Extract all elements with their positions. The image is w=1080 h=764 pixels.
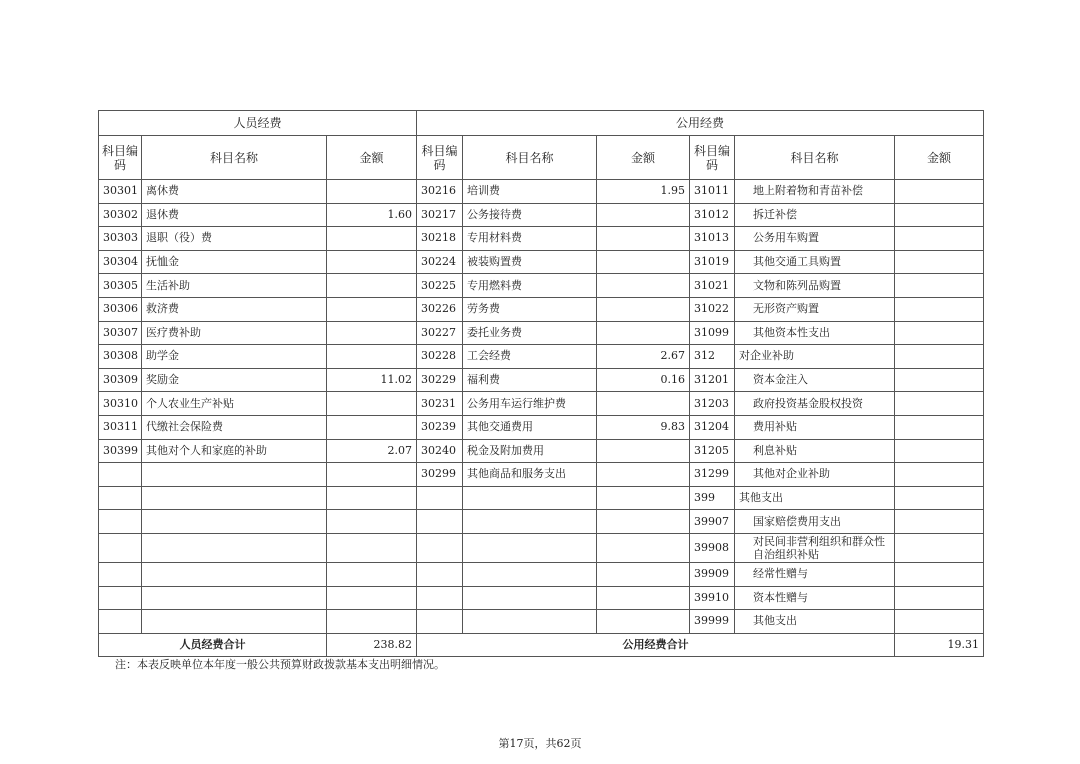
public-total-label: 公用经费合计 bbox=[417, 633, 895, 657]
name-cell bbox=[463, 533, 597, 562]
code-cell bbox=[417, 610, 463, 634]
amount-cell bbox=[895, 274, 984, 298]
name-cell: 专用燃料费 bbox=[463, 274, 597, 298]
table-row bbox=[99, 562, 984, 586]
table-row bbox=[99, 227, 984, 251]
amount-cell bbox=[327, 610, 417, 634]
code-cell: 31204 bbox=[690, 415, 735, 439]
amount-cell bbox=[597, 274, 690, 298]
name-cell: 助学金 bbox=[142, 345, 327, 369]
section-header-row bbox=[99, 111, 984, 136]
amount-cell: 0.16 bbox=[597, 368, 690, 392]
code-cell bbox=[99, 586, 142, 610]
code-cell: 31099 bbox=[690, 321, 735, 345]
table-row bbox=[99, 368, 984, 392]
amount-cell bbox=[895, 486, 984, 510]
code-cell: 31021 bbox=[690, 274, 735, 298]
code-cell bbox=[99, 463, 142, 487]
personnel-total-label: 人员经费合计 bbox=[99, 633, 327, 657]
code-header: 科目编码 bbox=[99, 136, 142, 180]
name-cell: 其他资本性支出 bbox=[735, 321, 895, 345]
name-cell: 医疗费补助 bbox=[142, 321, 327, 345]
table-row bbox=[99, 610, 984, 634]
amount-cell bbox=[327, 562, 417, 586]
amount-cell bbox=[597, 610, 690, 634]
amount-cell: 1.95 bbox=[597, 180, 690, 204]
name-cell bbox=[142, 610, 327, 634]
amount-cell bbox=[895, 463, 984, 487]
amount-cell bbox=[895, 227, 984, 251]
amount-cell bbox=[327, 415, 417, 439]
code-cell: 30310 bbox=[99, 392, 142, 416]
code-cell: 30304 bbox=[99, 250, 142, 274]
table-row bbox=[99, 203, 984, 227]
name-cell: 对民间非营利组织和群众性自治组织补贴 bbox=[735, 533, 895, 562]
amount-cell: 2.07 bbox=[327, 439, 417, 463]
amount-cell bbox=[327, 510, 417, 534]
name-cell bbox=[142, 463, 327, 487]
table-row bbox=[99, 533, 984, 562]
name-cell bbox=[463, 610, 597, 634]
name-cell: 文物和陈列品购置 bbox=[735, 274, 895, 298]
amount-cell bbox=[327, 321, 417, 345]
code-cell: 31011 bbox=[690, 180, 735, 204]
code-cell: 30302 bbox=[99, 203, 142, 227]
table-note: 注：本表反映单位本年度一般公共预算财政拨款基本支出明细情况。 bbox=[115, 658, 445, 671]
code-cell: 30299 bbox=[417, 463, 463, 487]
amount-cell bbox=[597, 510, 690, 534]
amount-cell bbox=[895, 392, 984, 416]
code-cell bbox=[417, 586, 463, 610]
table-row bbox=[99, 392, 984, 416]
table-row bbox=[99, 586, 984, 610]
name-cell: 税金及附加费用 bbox=[463, 439, 597, 463]
code-cell: 30306 bbox=[99, 297, 142, 321]
amount-cell bbox=[895, 321, 984, 345]
name-cell bbox=[463, 562, 597, 586]
amount-cell bbox=[597, 486, 690, 510]
name-cell: 资本性赠与 bbox=[735, 586, 895, 610]
amount-header: 金额 bbox=[597, 136, 690, 180]
name-cell: 国家赔偿费用支出 bbox=[735, 510, 895, 534]
code-cell: 30229 bbox=[417, 368, 463, 392]
name-cell: 经常性赠与 bbox=[735, 562, 895, 586]
amount-cell bbox=[327, 533, 417, 562]
amount-cell bbox=[895, 415, 984, 439]
public-section-title: 公用经费 bbox=[417, 111, 984, 136]
code-cell: 30303 bbox=[99, 227, 142, 251]
code-cell: 30228 bbox=[417, 345, 463, 369]
amount-cell bbox=[327, 392, 417, 416]
table-row bbox=[99, 250, 984, 274]
name-cell bbox=[142, 586, 327, 610]
name-cell: 退职（役）费 bbox=[142, 227, 327, 251]
code-cell: 30311 bbox=[99, 415, 142, 439]
table-row bbox=[99, 439, 984, 463]
name-cell: 其他对企业补助 bbox=[735, 463, 895, 487]
amount-cell bbox=[895, 562, 984, 586]
name-cell: 代缴社会保险费 bbox=[142, 415, 327, 439]
name-cell: 其他商品和服务支出 bbox=[463, 463, 597, 487]
name-cell bbox=[142, 533, 327, 562]
amount-cell bbox=[327, 297, 417, 321]
amount-cell bbox=[597, 203, 690, 227]
amount-header: 金额 bbox=[895, 136, 984, 180]
code-cell bbox=[99, 562, 142, 586]
name-cell: 对企业补助 bbox=[735, 345, 895, 369]
amount-cell bbox=[597, 562, 690, 586]
amount-cell bbox=[895, 368, 984, 392]
name-cell: 被装购置费 bbox=[463, 250, 597, 274]
code-cell: 30239 bbox=[417, 415, 463, 439]
amount-cell: 1.60 bbox=[327, 203, 417, 227]
table-row bbox=[99, 297, 984, 321]
amount-cell bbox=[895, 586, 984, 610]
amount-cell bbox=[895, 439, 984, 463]
code-cell: 31201 bbox=[690, 368, 735, 392]
amount-cell bbox=[597, 392, 690, 416]
code-cell bbox=[99, 486, 142, 510]
code-cell: 39907 bbox=[690, 510, 735, 534]
name-cell bbox=[142, 486, 327, 510]
amount-header: 金额 bbox=[327, 136, 417, 180]
name-cell: 其他对个人和家庭的补助 bbox=[142, 439, 327, 463]
code-cell: 30301 bbox=[99, 180, 142, 204]
amount-cell bbox=[895, 297, 984, 321]
code-cell bbox=[99, 610, 142, 634]
amount-cell bbox=[327, 227, 417, 251]
personnel-total-amount: 238.82 bbox=[327, 633, 417, 657]
name-cell: 公务接待费 bbox=[463, 203, 597, 227]
table-row bbox=[99, 345, 984, 369]
table-row bbox=[99, 510, 984, 534]
name-cell bbox=[463, 486, 597, 510]
amount-cell bbox=[895, 203, 984, 227]
column-header-row bbox=[99, 136, 984, 180]
name-cell: 资本金注入 bbox=[735, 368, 895, 392]
code-cell bbox=[417, 533, 463, 562]
code-cell bbox=[417, 510, 463, 534]
name-cell bbox=[463, 586, 597, 610]
name-cell: 利息补贴 bbox=[735, 439, 895, 463]
code-cell: 30225 bbox=[417, 274, 463, 298]
amount-cell bbox=[597, 321, 690, 345]
code-cell: 39999 bbox=[690, 610, 735, 634]
code-cell: 39910 bbox=[690, 586, 735, 610]
name-cell: 地上附着物和青苗补偿 bbox=[735, 180, 895, 204]
code-cell: 30307 bbox=[99, 321, 142, 345]
amount-cell bbox=[895, 345, 984, 369]
name-cell: 公务用车运行维护费 bbox=[463, 392, 597, 416]
code-cell: 399 bbox=[690, 486, 735, 510]
amount-cell bbox=[895, 180, 984, 204]
amount-cell bbox=[597, 227, 690, 251]
code-cell: 31299 bbox=[690, 463, 735, 487]
amount-cell bbox=[327, 345, 417, 369]
code-cell: 31022 bbox=[690, 297, 735, 321]
code-cell bbox=[417, 486, 463, 510]
page-number: 第17页，共62页 bbox=[498, 737, 582, 750]
amount-cell bbox=[327, 586, 417, 610]
amount-cell bbox=[895, 610, 984, 634]
amount-cell: 2.67 bbox=[597, 345, 690, 369]
name-cell bbox=[463, 510, 597, 534]
amount-cell bbox=[895, 510, 984, 534]
amount-cell bbox=[327, 463, 417, 487]
name-cell: 生活补助 bbox=[142, 274, 327, 298]
code-cell: 31013 bbox=[690, 227, 735, 251]
public-total-amount: 19.31 bbox=[895, 633, 984, 657]
code-cell: 39908 bbox=[690, 533, 735, 562]
name-cell: 专用材料费 bbox=[463, 227, 597, 251]
name-cell: 拆迁补偿 bbox=[735, 203, 895, 227]
code-cell bbox=[417, 562, 463, 586]
code-cell bbox=[99, 533, 142, 562]
name-header: 科目名称 bbox=[463, 136, 597, 180]
table-row bbox=[99, 463, 984, 487]
amount-cell bbox=[327, 274, 417, 298]
table-row bbox=[99, 274, 984, 298]
name-cell: 奖励金 bbox=[142, 368, 327, 392]
code-cell: 30218 bbox=[417, 227, 463, 251]
name-cell: 退休费 bbox=[142, 203, 327, 227]
code-cell: 30217 bbox=[417, 203, 463, 227]
name-cell: 培训费 bbox=[463, 180, 597, 204]
name-cell: 其他交通费用 bbox=[463, 415, 597, 439]
totals-row bbox=[99, 633, 984, 657]
code-header: 科目编码 bbox=[690, 136, 735, 180]
code-cell: 30305 bbox=[99, 274, 142, 298]
code-cell: 39909 bbox=[690, 562, 735, 586]
table-row bbox=[99, 486, 984, 510]
name-cell: 抚恤金 bbox=[142, 250, 327, 274]
name-cell: 费用补贴 bbox=[735, 415, 895, 439]
code-cell: 30308 bbox=[99, 345, 142, 369]
code-cell: 31019 bbox=[690, 250, 735, 274]
amount-cell bbox=[327, 180, 417, 204]
code-cell: 30224 bbox=[417, 250, 463, 274]
amount-cell bbox=[597, 250, 690, 274]
code-cell: 31205 bbox=[690, 439, 735, 463]
personnel-section-title: 人员经费 bbox=[99, 111, 417, 136]
name-cell: 个人农业生产补贴 bbox=[142, 392, 327, 416]
amount-cell bbox=[597, 297, 690, 321]
code-cell bbox=[99, 510, 142, 534]
code-cell: 30227 bbox=[417, 321, 463, 345]
name-cell bbox=[142, 562, 327, 586]
budget-detail-table bbox=[98, 110, 984, 657]
code-cell: 30240 bbox=[417, 439, 463, 463]
amount-cell bbox=[327, 250, 417, 274]
code-cell: 30399 bbox=[99, 439, 142, 463]
name-header: 科目名称 bbox=[735, 136, 895, 180]
code-cell: 30216 bbox=[417, 180, 463, 204]
name-cell: 工会经费 bbox=[463, 345, 597, 369]
name-cell: 其他支出 bbox=[735, 486, 895, 510]
code-cell: 30226 bbox=[417, 297, 463, 321]
amount-cell bbox=[597, 533, 690, 562]
amount-cell bbox=[895, 250, 984, 274]
name-cell: 委托业务费 bbox=[463, 321, 597, 345]
name-header: 科目名称 bbox=[142, 136, 327, 180]
name-cell: 劳务费 bbox=[463, 297, 597, 321]
name-cell: 救济费 bbox=[142, 297, 327, 321]
name-cell: 福利费 bbox=[463, 368, 597, 392]
table-row bbox=[99, 321, 984, 345]
name-cell: 公务用车购置 bbox=[735, 227, 895, 251]
code-cell: 30309 bbox=[99, 368, 142, 392]
code-cell: 31203 bbox=[690, 392, 735, 416]
amount-cell bbox=[895, 533, 984, 562]
code-header: 科目编码 bbox=[417, 136, 463, 180]
name-cell: 其他交通工具购置 bbox=[735, 250, 895, 274]
amount-cell: 9.83 bbox=[597, 415, 690, 439]
amount-cell bbox=[597, 586, 690, 610]
amount-cell: 11.02 bbox=[327, 368, 417, 392]
code-cell: 312 bbox=[690, 345, 735, 369]
name-cell: 政府投资基金股权投资 bbox=[735, 392, 895, 416]
name-cell: 离休费 bbox=[142, 180, 327, 204]
amount-cell bbox=[597, 463, 690, 487]
table-row bbox=[99, 415, 984, 439]
name-cell bbox=[142, 510, 327, 534]
amount-cell bbox=[327, 486, 417, 510]
amount-cell bbox=[597, 439, 690, 463]
code-cell: 31012 bbox=[690, 203, 735, 227]
table-row bbox=[99, 180, 984, 204]
name-cell: 其他支出 bbox=[735, 610, 895, 634]
code-cell: 30231 bbox=[417, 392, 463, 416]
name-cell: 无形资产购置 bbox=[735, 297, 895, 321]
